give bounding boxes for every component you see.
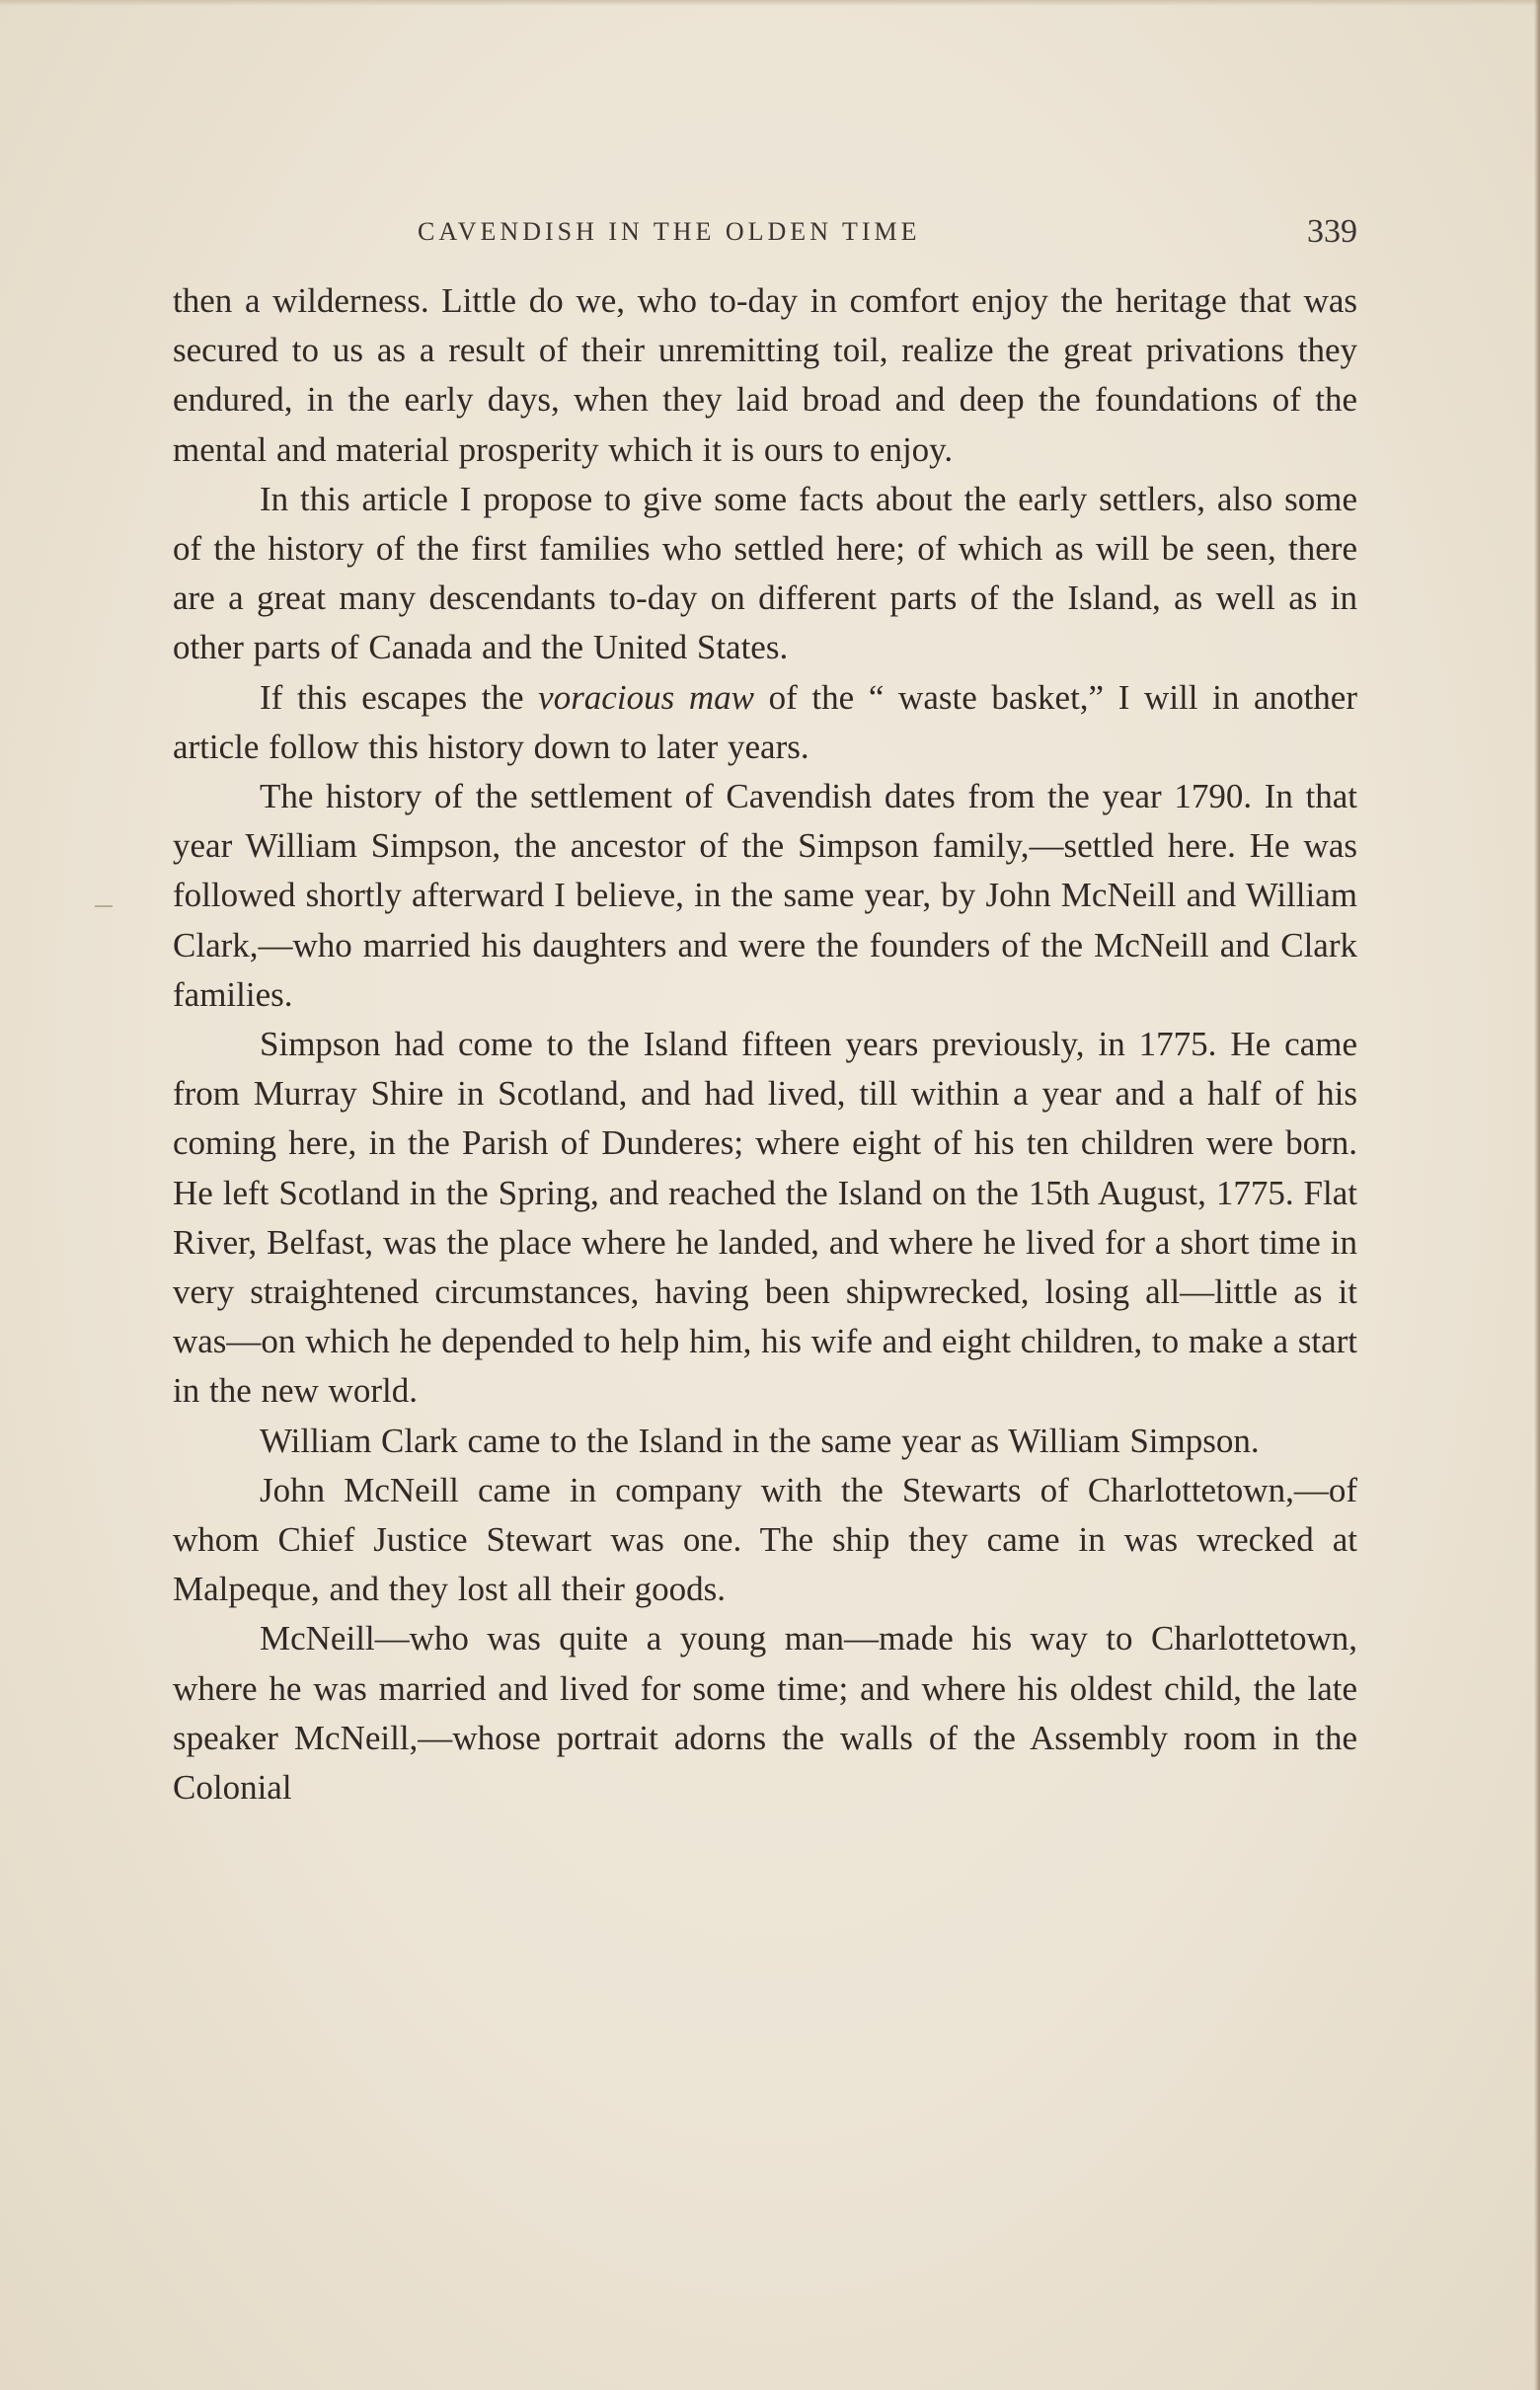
paragraph-2: In this article I propose to give some facts about the early settlers, also some of the history of the first families who settled here; of which as will be seen, there are a great many descendants to-day on different parts of the Island, as well as in other parts of Canada and the United States.	[173, 479, 1357, 667]
margin-mark	[95, 905, 113, 907]
paragraph-8: McNeill—who was quite a young man—made his way to Charlottetown, where he was married and lived for some time; and where his oldest child, the late speaker McNeill,—whose portrait adorns the walls of the Assembly room in the Colonial	[173, 1619, 1357, 1808]
paragraph-1: then a wilderness. Little do we, who to-day in comfort enjoy the heritage that was secured to us as a result of their unremitting toil, realize the great privations they endured, in the early days, when they laid broad and deep the foundations of the mental and material prosperity which it is ours to enjoy.	[173, 281, 1357, 469]
page-top-edge	[0, 0, 1540, 6]
paragraph-3-italic: voracious maw	[538, 677, 754, 717]
page-number: 339	[1307, 213, 1357, 250]
body-text	[173, 276, 1357, 1812]
paragraph-4: The history of the settlement of Cavendish dates from the year 1790. In that year William Simpson, the ancestor of the Simpson family,—settled here. He was followed shortly afterward I believe, in the same year, by John McNeill and William Clark,—who married his daughters and were the founders of the McNeill and Clark families.	[173, 777, 1357, 1014]
running-head	[173, 205, 1357, 255]
paragraph-3-after: of the “ waste basket,” I will in another article follow this history down to later years.	[173, 677, 1357, 766]
paragraph-5: Simpson had come to the Island fifteen years previously, in 1775. He came from Murray Shire in Scotland, and had lived, till within a year and a half of his coming here, in the Parish of Dunderes; where eight of his ten children were born. He left Scotland in the Spring, and reached the Island on the 15th August, 1775. Flat River, Belfast, was the place where he landed, and where he lived for a short time in very straightened circumstances, having been shipwrecked, losing all—little as it was—on which he depended to help him, his wife and eight children, to make a start in the new world.	[173, 1025, 1357, 1411]
page-right-edge	[1534, 0, 1540, 2390]
running-title: CAVENDISH IN THE OLDEN TIME	[418, 217, 921, 246]
paragraph-7: John McNeill came in company with the Stewarts of Charlottetown,—of whom Chief Justice Stewart was one. The ship they came in was wrecked at Malpeque, and they lost all their goods.	[173, 1470, 1357, 1609]
paragraph-3	[173, 673, 1357, 772]
paragraph-3-before: If this escapes the	[260, 677, 539, 717]
paragraph-6: William Clark came to the Island in the same year as William Simpson.	[260, 1421, 1260, 1460]
